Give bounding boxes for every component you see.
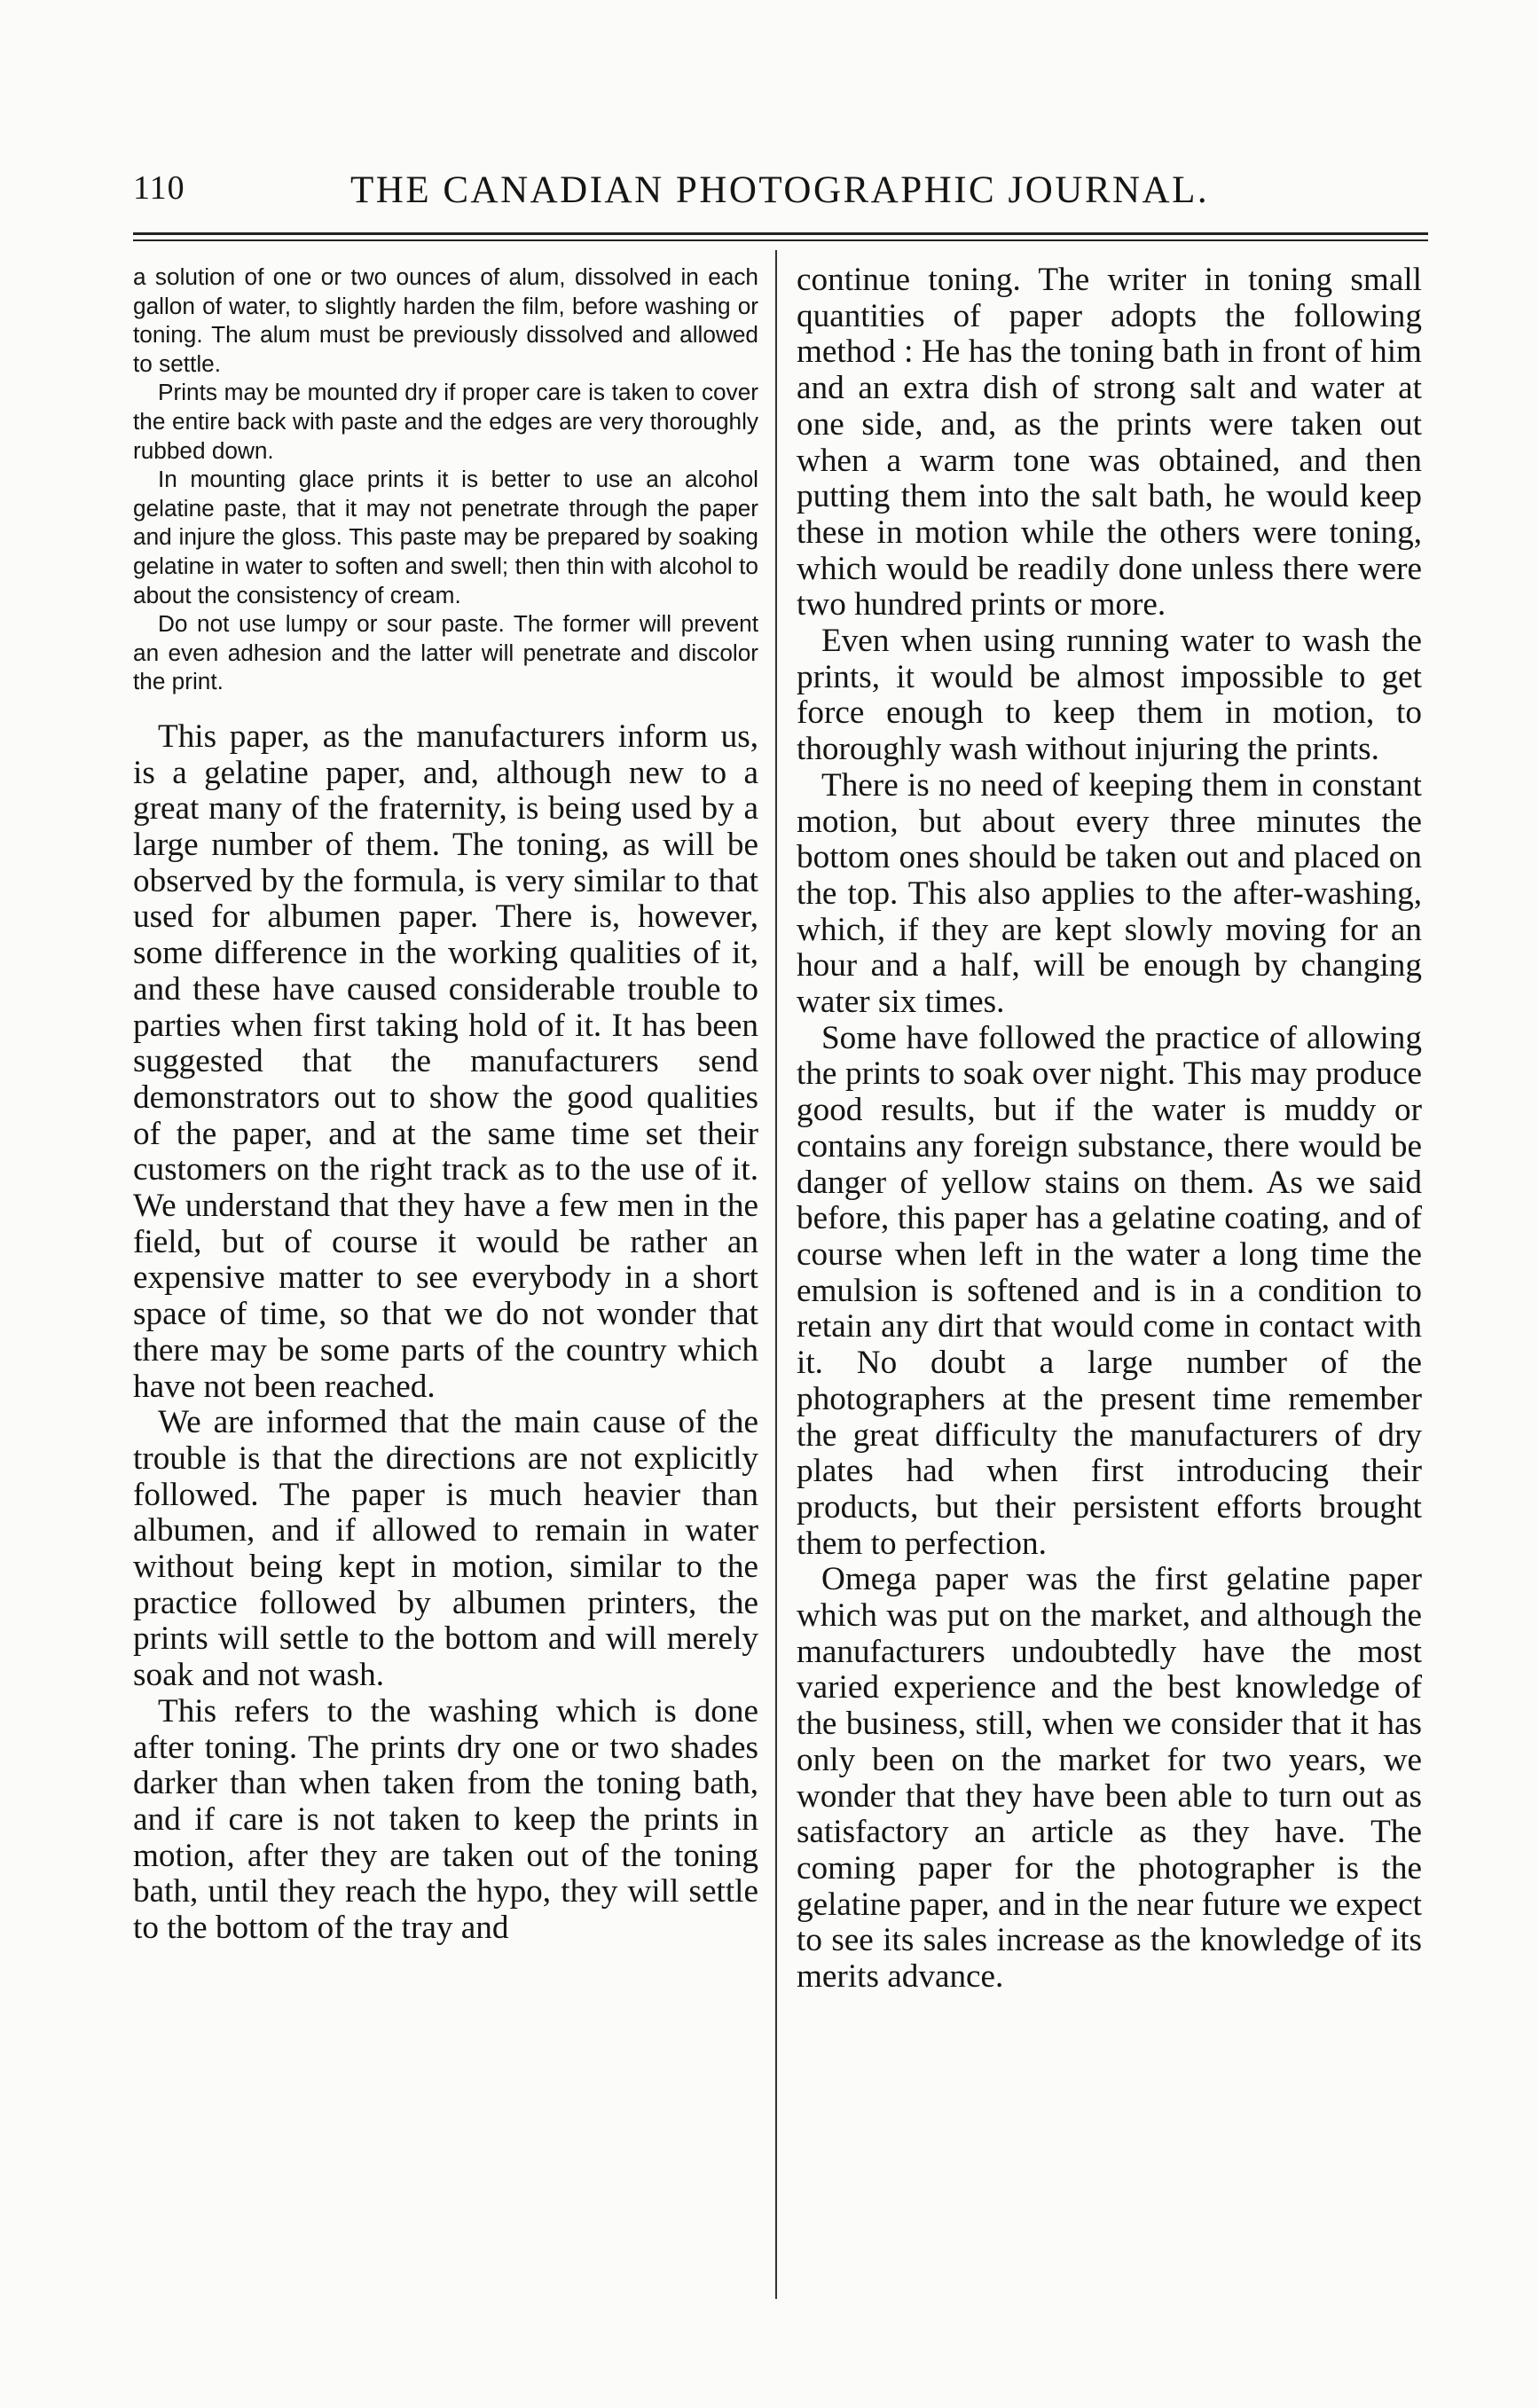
- section-gap: [133, 696, 758, 719]
- small-print-section: [133, 263, 758, 696]
- paragraph: Omega paper was the first gelatine paper which was put on the market, and although the manufacturers undoubtedly have the most varied experience and the best knowledge of the business, still, when we consider that it has only been on the market for two years, we wonder that they have been able to turn out as satisfactory an article as they have. The coming paper for the photographer is the gelatine paper, and in the near future we expect to see its sales increase as the knowledge of its merits advance.: [797, 1561, 1422, 1996]
- column-divider: [775, 250, 777, 2299]
- small-paragraph: a solution of one or two ounces of alum, dissolved in each gallon of water, to slightly harden the film, before washing or toning. The alum must be previously dissolved and allowed to settle.: [133, 263, 758, 377]
- small-paragraph: In mounting glace prints it is better to use an alcohol gelatine paste, that it may not penetrate through the paper and injure the gloss. This paste may be prepared by soaking gelatine in water to soften and swell; then thin with alcohol to about the consistency of cream.: [133, 466, 758, 608]
- header-rule-thick: [133, 232, 1428, 235]
- page-header: [133, 169, 1428, 216]
- page-number: 110: [133, 169, 185, 207]
- journal-title: THE CANADIAN PHOTOGRAPHIC JOURNAL.: [350, 169, 1210, 211]
- small-paragraph: Prints may be mounted dry if proper care is taken to cover the entire back with paste and the edges are very thoroughly rubbed down.: [133, 379, 758, 464]
- header-rule-thin: [133, 239, 1428, 241]
- paragraph: Even when using running water to wash the prints, it would be almost impossible to get force enough to keep them in motion, to thoroughly wash without injuring the prints.: [797, 623, 1422, 768]
- paragraph: We are informed that the main cause of the trouble is that the directions are not explicitly followed. The paper is much heavier than albumen, and if allowed to remain in water without being kept in motion, similar to the practice followed by albumen printers, the prints will settle to the bottom and will merely soak and not wash.: [133, 1404, 758, 1694]
- paragraph: Some have followed the practice of allowing the prints to soak over night. This may produce good results, but if the water is muddy or contains any foreign substance, there would be danger of yellow stains on them. As we said before, this paper has a gelatine coating, and of course when left in the water a long time the emulsion is softened and is in a condition to retain any dirt that would come in contact with it. No doubt a large number of the photographers at the present time remember the great difficulty the manufacturers of dry plates had when first introducing their products, but their persistent efforts brought them to perfection.: [797, 1019, 1422, 1562]
- article-body-right: [797, 263, 1422, 1996]
- paragraph: There is no need of keeping them in constant motion, but about every three minutes the bottom ones should be taken out and placed on the top. This also applies to the after-washing, which, if they are kept slowly moving for an hour and a half, will be enough by changing water six times.: [797, 766, 1422, 1021]
- paragraph: This paper, as the manufacturers inform us, is a gelatine paper, and, although new to a great many of the fraternity, is being used by a large number of them. The toning, as will be observed by the formula, is very similar to that used for albumen paper. There is, however, some difference in the working qualities of it, and these have caused considerable trouble to parties when first taking hold of it. It has been suggested that the manufacturers send demonstrators out to show the good qualities of the paper, and at the same time set their customers on the right track as to the use of it. We understand that they have a few men in the field, but of course it would be rather an expensive matter to see everybody in a short space of time, so that we do not wonder that there may be some parts of the country which have not been reached.: [133, 718, 758, 1405]
- right-column: [797, 263, 1422, 1996]
- small-paragraph: Do not use lumpy or sour paste. The former will prevent an even adhesion and the latter will penetrate and discolor the print.: [133, 610, 758, 695]
- paragraph: This refers to the washing which is done after toning. The prints dry one or two shades darker than when taken from the toning bath, and if care is not taken to keep the prints in motion, after they are taken out of the toning bath, until they reach the hypo, they will settle to the bottom of the tray and: [133, 1692, 758, 1947]
- left-column: [133, 263, 758, 1947]
- article-body-left: [133, 719, 758, 1947]
- paragraph: continue toning. The writer in toning small quantities of paper adopts the following method : He has the toning bath in front of him and an extra dish of strong salt and water at one side, and, as the prints were taken out when a warm tone was obtained, and then putting them into the salt bath, he would keep these in motion while the others were toning, which would be readily done unless there were two hundred prints or more.: [797, 262, 1422, 624]
